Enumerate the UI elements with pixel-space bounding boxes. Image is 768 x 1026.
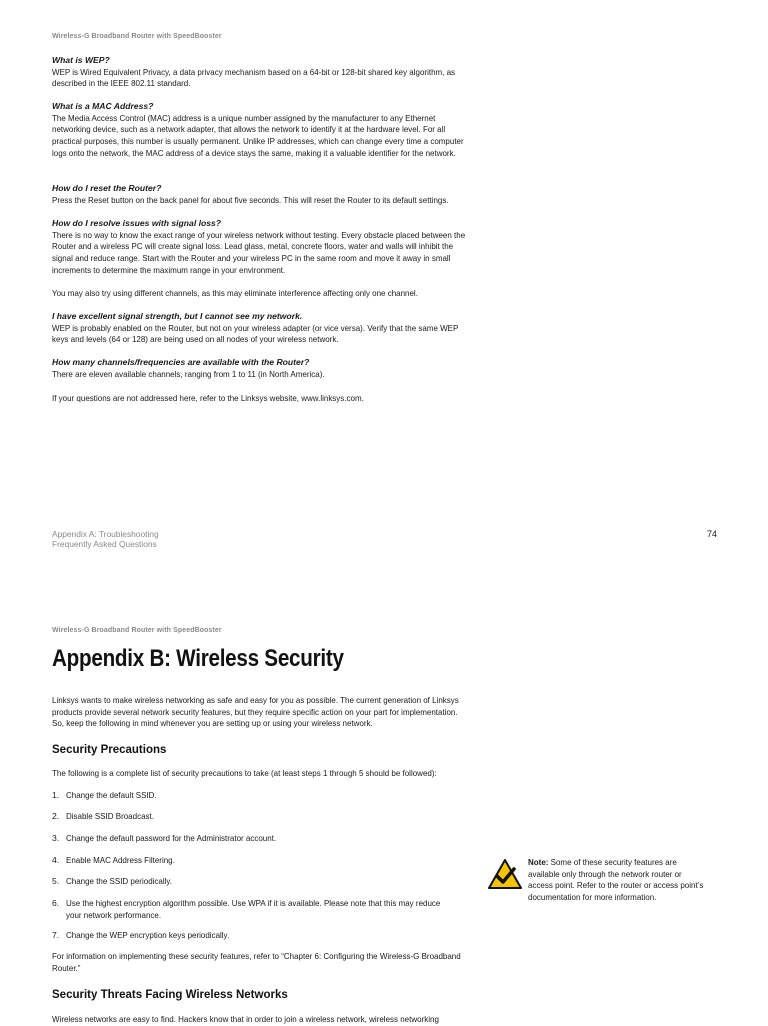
list-text: Change the default SSID.	[66, 790, 157, 800]
list-text: Change the WEP encryption keys periodically.	[66, 930, 230, 940]
list-text: Disable SSID Broadcast.	[66, 811, 154, 821]
list-number: 2.	[52, 811, 60, 821]
page-title: Appendix B: Wireless Security	[52, 645, 344, 672]
list-text: Change the SSID periodically.	[66, 876, 173, 886]
running-header: Wireless-G Broadband Router with SpeedBooster	[52, 33, 222, 40]
page-title-wrap	[52, 645, 512, 673]
faq-question: I have excellent signal strength, but I cannot see my network.	[52, 311, 303, 321]
note-label: Note:	[528, 857, 549, 867]
section-heading-wrap	[52, 989, 288, 1001]
faq-question: How do I reset the Router?	[52, 183, 162, 193]
faq-item	[52, 357, 502, 380]
page-footer	[52, 529, 159, 549]
section-lead	[52, 768, 502, 780]
faq-question: How do I resolve issues with signal loss?	[52, 218, 222, 228]
note-text	[528, 857, 705, 904]
page-number: 74	[707, 529, 718, 539]
list-text: Enable MAC Address Filtering.	[66, 855, 175, 865]
list-number: 7.	[52, 930, 60, 940]
list-number: 1.	[52, 790, 60, 800]
faq-item	[52, 311, 502, 346]
note-callout	[528, 857, 708, 904]
faq-answer: WEP is probably enabled on the Router, but not on your wireless adapter (or vice versa). Verify that the same WEP keys and levels (64 or 128) are being used on all nodes of your wireless network.	[52, 322, 459, 345]
warning-checkmark-icon	[487, 858, 523, 890]
list-number: 6.	[52, 898, 60, 908]
faq-question: How many channels/frequencies are available with the Router?	[52, 357, 310, 367]
section-lead-text: Wireless networks are easy to find. Hackers know that in order to join a wireless network, wireless networking	[52, 1014, 439, 1024]
faq-question: What is WEP?	[52, 55, 110, 65]
footer-line: Appendix A: Troubleshooting	[52, 529, 159, 539]
section-tail	[52, 951, 502, 974]
list-number: 5.	[52, 876, 60, 886]
section-lead-text: The following is a complete list of security precautions to take (at least steps 1 through 5 should be followed):	[52, 768, 437, 778]
note-body: Some of these security features are available only through the network router or access point. Refer to the router or access point’s documentation for more information.	[528, 857, 704, 903]
faq-answer: There is no way to know the exact range of your wireless network without testing. Every obstacle placed between the Router and a wireless PC will create signal loss. Lead glass, metal, concrete floors, water and walls will inhibit the signal and reduce range. Start with the Router and your wireless PC in the same room and move it away in small increments to determine the maximum range in your environment.	[52, 229, 466, 275]
list-text: Use the highest encryption algorithm possible. Use WPA if it is available. Please note that this may reduce your network performance.	[66, 898, 441, 920]
closing-text: If your questions are not addressed here, refer to the Linksys website, www.linksys.com.	[52, 393, 364, 403]
list-number: 4.	[52, 855, 60, 865]
faq-answer: The Media Access Control (MAC) address is a unique number assigned by the manufacturer to any Ethernet networking device, such as a network adapter, that allows the network to identify it at the hardware level. For all practical purposes, this number is usually permanent. Unlike IP addresses, which can change every time a computer logs onto the network, the MAC address of a device stays the same, making it a valuable identifier for the network.	[52, 112, 464, 158]
closing-paragraph	[52, 393, 502, 405]
faq-item	[52, 55, 502, 90]
faq-answer-extra: You may also try using different channels, as this may eliminate interference affecting only one channel.	[52, 288, 418, 299]
section-tail-text: For information on implementing these security features, refer to “Chapter 6: Configuring the Wireless-G Broadband Router.”	[52, 951, 461, 973]
section-heading: Security Threats Facing Wireless Networks	[52, 989, 288, 1001]
section-heading-wrap	[52, 744, 166, 756]
faq-answer: There are eleven available channels, ranging from 1 to 11 (in North America).	[52, 368, 325, 379]
faq-item	[52, 183, 502, 206]
section-heading: Security Precautions	[52, 744, 167, 756]
intro-paragraph	[52, 695, 502, 730]
list-text: Change the default password for the Administrator account.	[66, 833, 277, 843]
list-number: 3.	[52, 833, 60, 843]
intro-text: Linksys wants to make wireless networking as safe and easy for you as possible. The current generation of Linksys products provide several network security features, but they require specific action on your part for implementation. So, keep the following in mind whenever you are setting up or using your wireless network.	[52, 695, 459, 729]
faq-answer: Press the Reset button on the back panel for about five seconds. This will reset the Router to its default settings.	[52, 194, 449, 205]
faq-item	[52, 218, 502, 300]
running-header: Wireless-G Broadband Router with SpeedBooster	[52, 627, 222, 634]
faq-item	[52, 101, 502, 160]
faq-question: What is a MAC Address?	[52, 101, 154, 111]
faq-answer: WEP is Wired Equivalent Privacy, a data privacy mechanism based on a 64-bit or 128-bit shared key algorithm, as described in the IEEE 802.11 standard.	[52, 66, 456, 89]
footer-line: Frequently Asked Questions	[52, 539, 157, 549]
